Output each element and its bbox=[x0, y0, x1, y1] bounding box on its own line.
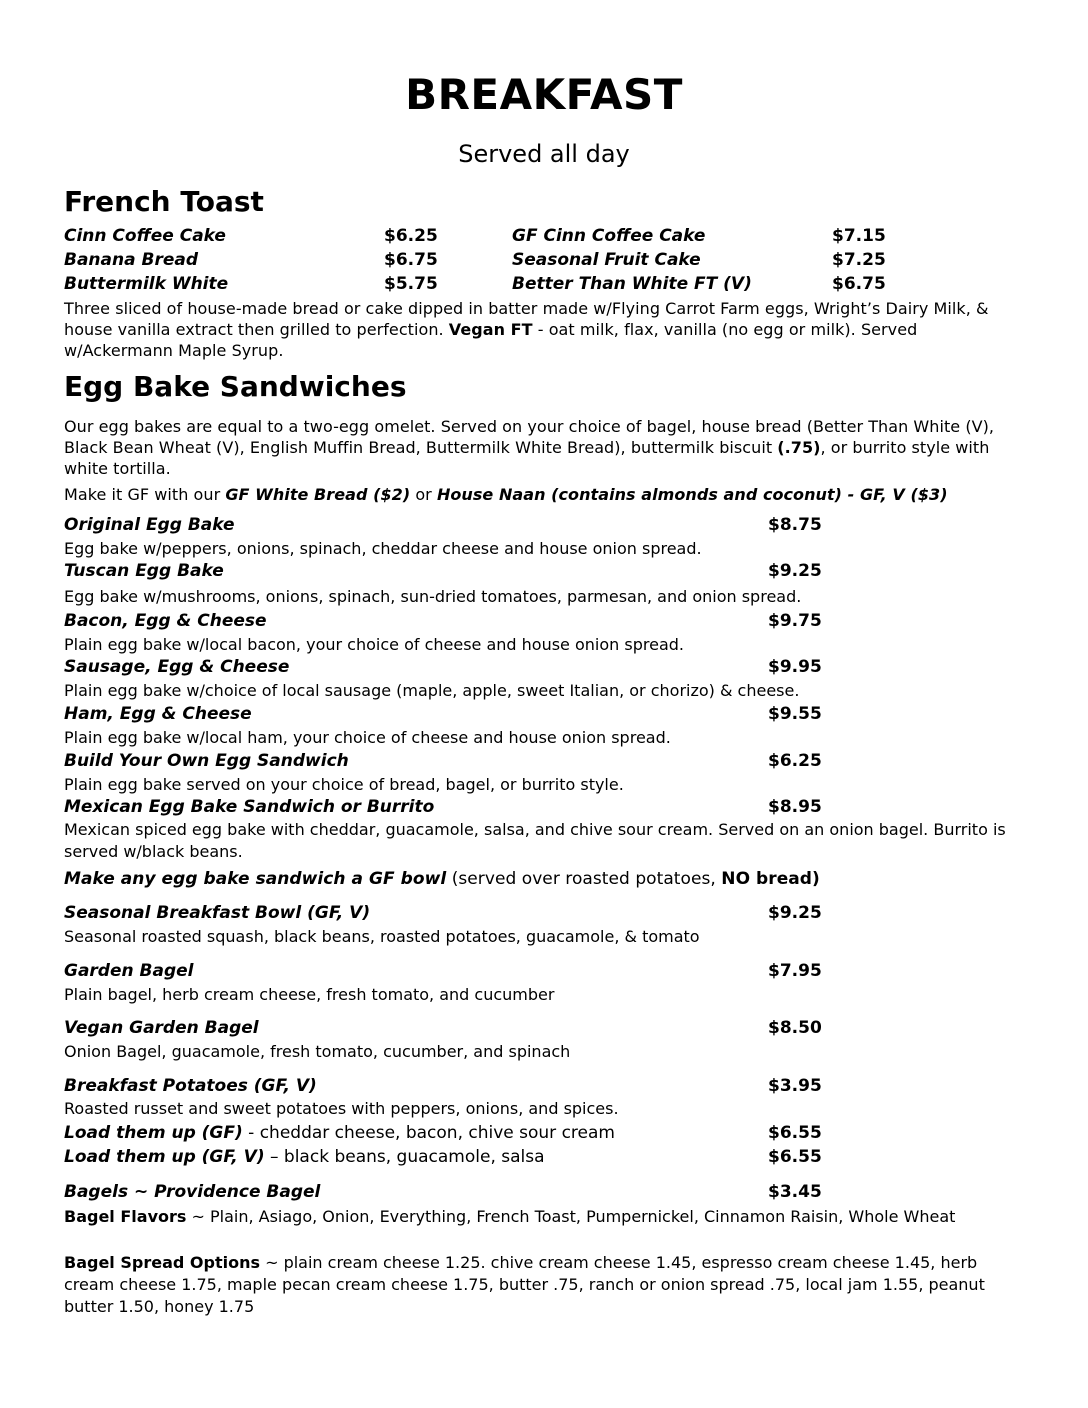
menu-item-name: Better Than White FT (V) bbox=[512, 274, 752, 294]
bagel-spreads bbox=[64, 1252, 1024, 1318]
gf-bowl-text: ( bbox=[446, 869, 459, 889]
bagel-flavors bbox=[64, 1206, 1024, 1227]
menu-item-name: Ham, Egg & Cheese bbox=[64, 704, 252, 724]
menu-item-description: Plain egg bake w/local bacon, your choice of cheese and house onion spread. bbox=[64, 635, 684, 654]
gf-text: or bbox=[410, 485, 437, 504]
menu-item-name: GF Cinn Coffee Cake bbox=[512, 226, 706, 246]
menu-item-name: Bacon, Egg & Cheese bbox=[64, 611, 267, 631]
menu-item-price: $6.55 bbox=[768, 1147, 822, 1167]
menu-item-description: Seasonal roasted squash, black beans, roasted potatoes, guacamole, & tomato bbox=[64, 927, 700, 946]
menu-item-price: $9.25 bbox=[768, 561, 822, 581]
menu-item-name: Bagels ~ Providence Bagel bbox=[64, 1182, 321, 1202]
menu-item-description: Plain egg bake served on your choice of bread, bagel, or burrito style. bbox=[64, 775, 624, 794]
menu-item-name: Cinn Coffee Cake bbox=[64, 226, 226, 246]
load-option-label bbox=[64, 1147, 545, 1167]
menu-item bbox=[64, 961, 1024, 985]
menu-item-price: $6.55 bbox=[768, 1123, 822, 1143]
load-option-desc: – black beans, guacamole, salsa bbox=[264, 1147, 545, 1167]
menu-item-price: $8.95 bbox=[768, 797, 822, 817]
menu-item bbox=[64, 561, 1024, 585]
menu-item-name: Tuscan Egg Bake bbox=[64, 561, 224, 581]
menu-item-price: $6.75 bbox=[384, 250, 438, 270]
load-option-label bbox=[64, 1123, 615, 1143]
load-option-name: Load them up (GF) bbox=[64, 1123, 243, 1143]
menu-item-price: $6.75 bbox=[832, 274, 886, 294]
naan-option: House Naan (contains almonds and coconut) - GF, V ($3) bbox=[436, 485, 948, 504]
menu-item-price: $6.25 bbox=[768, 751, 822, 771]
menu-item-price: $9.25 bbox=[768, 903, 822, 923]
load-them-up-gf-v bbox=[64, 1147, 1024, 1171]
load-option-desc: - cheddar cheese, bacon, chive sour cream bbox=[242, 1123, 615, 1143]
menu-item-price: $3.95 bbox=[768, 1076, 822, 1096]
menu-item-name: Sausage, Egg & Cheese bbox=[64, 657, 290, 677]
gf-options-line bbox=[64, 484, 1024, 505]
menu-item-price: $7.25 bbox=[832, 250, 886, 270]
menu-item-price: $9.95 bbox=[768, 657, 822, 677]
menu-item bbox=[64, 515, 1024, 539]
menu-item-name: Seasonal Fruit Cake bbox=[512, 250, 701, 270]
biscuit-price: (.75) bbox=[777, 438, 821, 457]
bagel-spreads-label: Bagel Spread Options bbox=[64, 1253, 260, 1272]
menu-item-price: $9.75 bbox=[768, 611, 822, 631]
menu-item-name: Original Egg Bake bbox=[64, 515, 235, 535]
menu-item-name: Seasonal Breakfast Bowl (GF, V) bbox=[64, 903, 371, 923]
menu-item-description: Mexican spiced egg bake with cheddar, guacamole, salsa, and chive sour cream. Served on an onion bagel. Burrito is served w/black beans. bbox=[64, 820, 1006, 861]
menu-item-price: $7.15 bbox=[832, 226, 886, 246]
menu-item bbox=[64, 611, 1024, 635]
menu-item-price: $8.75 bbox=[768, 515, 822, 535]
menu-item-description: Plain egg bake w/local ham, your choice of cheese and house onion spread. bbox=[64, 728, 671, 747]
description-text: - oat milk, flax, vanilla (no egg or milk). Served w/Ackermann Maple Syrup. bbox=[64, 320, 918, 360]
menu-item-name: Build Your Own Egg Sandwich bbox=[64, 751, 349, 771]
menu-item-price: $7.95 bbox=[768, 961, 822, 981]
menu-item-description: Roasted russet and sweet potatoes with peppers, onions, and spices. bbox=[64, 1099, 619, 1118]
menu-item bbox=[64, 903, 1024, 927]
menu-item-description: Egg bake w/peppers, onions, spinach, cheddar cheese and house onion spread. bbox=[64, 539, 702, 558]
bagel-flavors-label: Bagel Flavors bbox=[64, 1207, 187, 1226]
menu-item-price: $3.45 bbox=[768, 1182, 822, 1202]
gf-text: Make it GF with our bbox=[64, 485, 226, 504]
load-them-up-gf bbox=[64, 1123, 1024, 1147]
section-title-french-toast: French Toast bbox=[64, 185, 264, 218]
french-toast-row bbox=[64, 274, 1024, 298]
load-option-name: Load them up (GF, V) bbox=[64, 1147, 265, 1167]
menu-item-price: $8.50 bbox=[768, 1018, 822, 1038]
gf-bowl-text: served over roasted potatoes, bbox=[458, 869, 722, 889]
menu-item bbox=[64, 751, 1024, 775]
french-toast-row bbox=[64, 226, 1024, 250]
menu-item-price: $5.75 bbox=[384, 274, 438, 294]
vegan-label: Vegan FT bbox=[448, 320, 533, 339]
intro-text: Our egg bakes are equal to a two-egg omelet. Served on your choice of bagel, house bread (Better Than White (V), Black Bean Wheat (V), English Muffin Bread, Buttermilk White Bread), buttermilk biscuit bbox=[64, 417, 995, 457]
bagel-spreads-text: ~ plain cream cheese 1.25. chive cream cheese 1.45, espresso cream cheese 1.45, herb cream cheese 1.75, maple pecan cream cheese 1.75, butter .75, ranch or onion spread .75, local jam 1.55, peanut butter 1.50, honey 1.75 bbox=[64, 1253, 985, 1316]
gf-bread-option: GF White Bread ($2) bbox=[225, 485, 411, 504]
menu-item-name: Mexican Egg Bake Sandwich or Burrito bbox=[64, 797, 435, 817]
menu-item-description: Plain egg bake w/choice of local sausage (maple, apple, sweet Italian, or chorizo) & cheese. bbox=[64, 681, 800, 700]
menu-item-description: Egg bake w/mushrooms, onions, spinach, sun-dried tomatoes, parmesan, and onion spread. bbox=[64, 587, 802, 606]
menu-item bbox=[64, 797, 1024, 821]
menu-item bbox=[64, 704, 1024, 728]
section-title-egg-bake: Egg Bake Sandwiches bbox=[64, 370, 407, 403]
menu-item bbox=[64, 1018, 1024, 1042]
french-toast-row bbox=[64, 250, 1024, 274]
menu-item-name: Breakfast Potatoes (GF, V) bbox=[64, 1076, 317, 1096]
menu-item bbox=[64, 1076, 1024, 1100]
no-bread-label: NO bread) bbox=[721, 869, 820, 889]
menu-item bbox=[64, 657, 1024, 681]
intro-text: , or burrito style with white tortilla. bbox=[64, 438, 990, 478]
page-subtitle: Served all day bbox=[458, 140, 630, 168]
gf-bowl-label: Make any egg bake sandwich a GF bowl bbox=[64, 869, 447, 889]
menu-item-name: Buttermilk White bbox=[64, 274, 229, 294]
menu-item-name: Garden Bagel bbox=[64, 961, 194, 981]
french-toast-description bbox=[64, 298, 1024, 361]
gf-bowl-note bbox=[64, 869, 1024, 890]
page-title: BREAKFAST bbox=[405, 70, 683, 119]
menu-item-name: Banana Bread bbox=[64, 250, 199, 270]
egg-bake-intro bbox=[64, 416, 1024, 479]
menu-item-price: $6.25 bbox=[384, 226, 438, 246]
menu-item-bagels bbox=[64, 1182, 1024, 1206]
menu-item-name: Vegan Garden Bagel bbox=[64, 1018, 259, 1038]
menu-item-description: Onion Bagel, guacamole, fresh tomato, cucumber, and spinach bbox=[64, 1042, 571, 1061]
description-text: Three sliced of house-made bread or cake dipped in batter made w/Flying Carrot Farm eggs, Wright’s Dairy Milk, & house vanilla extract then grilled to perfection. bbox=[64, 299, 989, 339]
bagel-flavors-text: ~ Plain, Asiago, Onion, Everything, French Toast, Pumpernickel, Cinnamon Raisin, Whole Wheat bbox=[186, 1207, 956, 1226]
menu-item-description: Plain bagel, herb cream cheese, fresh tomato, and cucumber bbox=[64, 985, 555, 1004]
menu-item-price: $9.55 bbox=[768, 704, 822, 724]
